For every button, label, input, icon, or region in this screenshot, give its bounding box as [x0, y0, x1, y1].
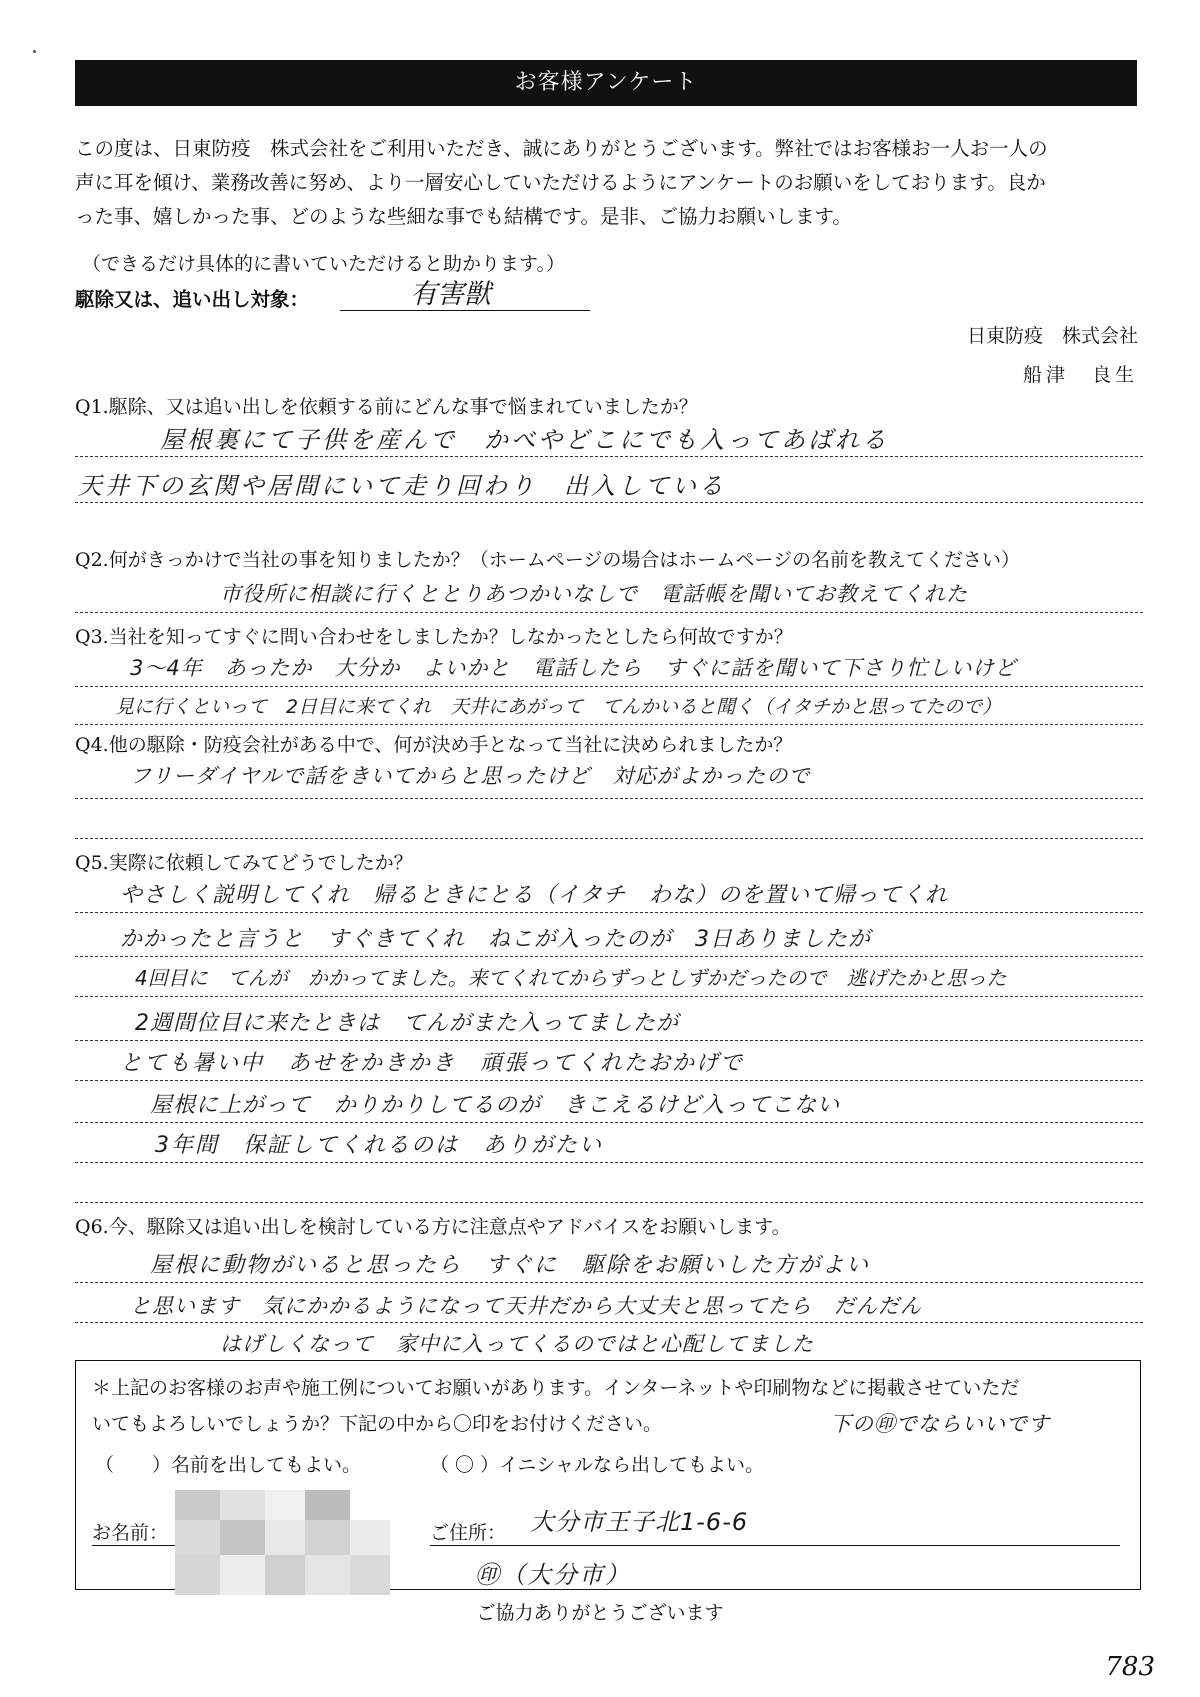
answer-2-line-1: 市役所に相談に行くととりあつかいなしで 電話帳を聞いてお教えてくれた — [220, 582, 968, 606]
answer-5-line-6: 屋根に上がって かりかりしてるのが きこえるけど入ってこない — [150, 1093, 841, 1118]
address-value: 大分市王子北1-6-6 — [530, 1508, 749, 1536]
answer-5-line-5: とても暑い中 あせをかきかき 頑張ってくれたおかげで — [120, 1051, 745, 1076]
question-5: Q5.実際に依頼してみてどうでしたか？ — [75, 852, 413, 874]
intro-line: この度は、日東防疫 株式会社をご利用いただき、誠にありがとうございます。弊社ではお客様お一人お一人の — [75, 137, 1048, 160]
consent-line: いてもよろしいでしょうか？下記の中から〇印をお付けください。 — [92, 1413, 663, 1435]
question-2: Q2.何がきっかけで当社の事を知りましたか？（ホームページの場合はホームページの名前を教えてください） — [75, 549, 1020, 571]
answer-4-line-1: フリーダイヤルで話をきいてからと思ったけど 対応がよかったので — [130, 764, 811, 788]
question-1: Q1.駆除、又は追い出しを依頼する前にどんな事で悩まれていましたか？ — [75, 396, 698, 418]
intro-line: 声に耳を傾け、業務改善に努め、より一層安心していただけるようにアンケートのお願いをしております。良か — [75, 171, 1046, 194]
answer-line — [75, 724, 1143, 725]
answer-line — [75, 456, 1143, 457]
answer-6-line-2: と思います 気にかかるようになって天井だから大丈夫と思ってたら だんだん — [130, 1294, 922, 1318]
answer-line — [75, 1122, 1143, 1123]
question-3: Q3.当社を知ってすぐに問い合わせをしましたか？しなかったとしたら何故ですか？ — [75, 626, 793, 648]
answer-line — [75, 1162, 1143, 1163]
address-underline — [430, 1545, 1120, 1546]
company-name: 日東防疫 株式会社 — [966, 325, 1138, 347]
answer-line — [75, 912, 1143, 913]
answer-line — [75, 798, 1143, 799]
answer-3-line-2: 見に行くといって 2日目に来てくれ 天井にあがって てんかいると聞く（イタチかと思ってたので） — [115, 696, 1002, 718]
page-number: 783 — [1105, 1652, 1155, 1682]
thanks-text: ご協力ありがとうございます — [476, 1602, 724, 1624]
speck — [33, 50, 36, 53]
question-6: Q6.今、駆除又は追い出しを検討している方に注意点やアドバイスをお願いします。 — [75, 1216, 791, 1238]
answer-line — [75, 956, 1143, 957]
option-name[interactable]: （ ）名前を出してもよい。 — [95, 1454, 362, 1476]
answer-line — [75, 612, 1143, 613]
target-underline — [340, 310, 590, 311]
name-label: お名前： — [92, 1522, 169, 1544]
answer-line — [75, 838, 1143, 839]
answer-5-line-4: 2週間位目に来たときは てんがまた入ってましたが — [135, 1011, 679, 1036]
address-label: ご住所： — [430, 1522, 507, 1544]
target-answer: 有害獣 — [410, 279, 491, 310]
answer-6-line-1: 屋根に動物がいると思ったら すぐに 駆除をお願いした方がよい — [150, 1253, 871, 1278]
target-label: 駆除又は、追い出し対象： — [75, 288, 310, 311]
intro-note: （できるだけ具体的に書いていただけると助かります。） — [82, 253, 565, 275]
answer-5-line-1: やさしく説明してくれ 帰るときにとる（イタチ わな）のを置いて帰ってくれ — [120, 883, 949, 908]
page-title: お客様アンケート — [75, 60, 1137, 106]
answer-6-line-3: はげしくなって 家中に入ってくるのではと心配してました — [220, 1332, 814, 1356]
answer-line — [75, 502, 1143, 503]
consent-line: ＊上記のお客様のお声や施工例についてお願いがあります。インターネットや印刷物などに掲載させていただ — [92, 1377, 1020, 1399]
answer-5-line-2: かかったと言うと すぐきてくれ ねこが入ったのが 3日ありましたが — [120, 927, 871, 952]
answer-line — [75, 1040, 1143, 1041]
answer-line — [75, 1322, 1143, 1323]
option-initial[interactable]: （ 〇 ）イニシャルなら出してもよい。 — [430, 1454, 764, 1476]
intro-line: った事、嬉しかった事、どのような些細な事でも結構です。是非、ご協力お願いします。 — [75, 205, 852, 228]
intro-paragraph — [75, 132, 1145, 234]
answer-1-line-1: 屋根裏にて子供を産んで かべやどこにでも入ってあばれる — [160, 426, 889, 454]
answer-line — [75, 1080, 1143, 1081]
answer-line — [75, 686, 1143, 687]
answer-3-line-1: 3〜4年 あったか 大分か よいかと 電話したら すぐに話を聞いて下さり忙しいけど — [130, 656, 1017, 680]
answer-line — [75, 996, 1143, 997]
answer-1-line-2: 天井下の玄関や居間にいて走り回わり 出入している — [78, 472, 726, 500]
consent-handnote: 下の㊞でならいいです — [830, 1412, 1050, 1436]
question-4: Q4.他の駆除・防疫会社がある中で、何が決め手となって当社に決められましたか？ — [75, 734, 793, 756]
answer-5-line-7: 3年間 保証してくれるのは ありがたい — [155, 1133, 603, 1158]
address-note: ㊞（大分市） — [475, 1561, 631, 1589]
answer-line — [75, 1202, 1143, 1203]
redacted-name — [175, 1490, 390, 1595]
answer-line — [75, 1282, 1143, 1283]
answer-5-line-3: 4回目に てんが かかってました。来てくれてからずっとしずかだったので 逃げたかと思った — [135, 966, 1007, 990]
company-person: 船津 良生 — [1022, 364, 1138, 386]
